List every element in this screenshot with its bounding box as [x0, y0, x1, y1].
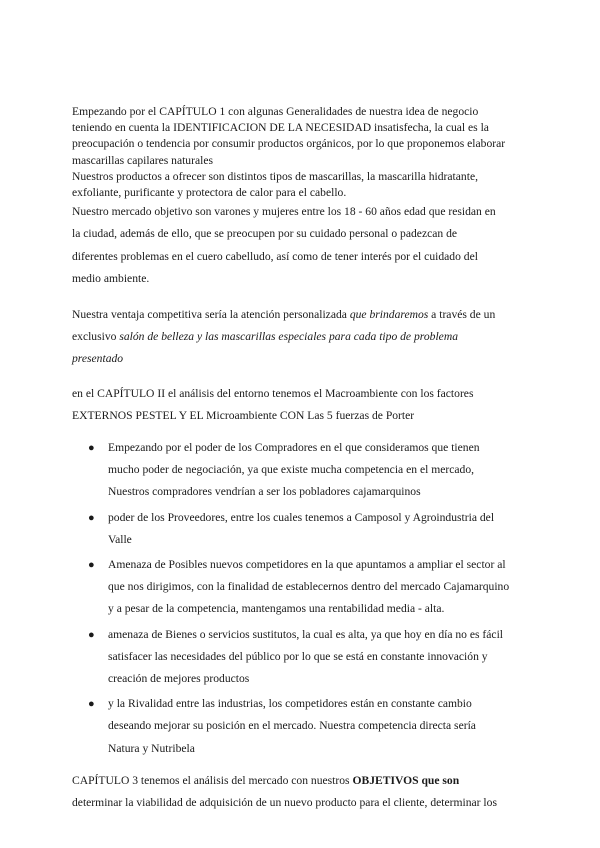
text-line: medio ambiente.	[72, 271, 150, 285]
text-line: Nuestros productos a ofrecer son distintos tipos de mascarillas, la mascarilla hidratante,	[72, 169, 478, 183]
text-line: Empezando por el CAPÍTULO 1 con algunas Generalidades de nuestra idea de negocio	[72, 105, 479, 118]
paragraph-intro	[72, 104, 530, 201]
bullet-icon: ●	[88, 511, 95, 524]
porter-forces-list	[72, 437, 530, 760]
text-line: EXTERNOS PESTEL Y EL Microambiente CON Las 5 fuerzas de Porter	[72, 408, 415, 422]
text-line: en el CAPÍTULO II el análisis del entorno tenemos el Macroambiente con los factores	[72, 386, 474, 400]
list-item: ● Amenaza de Posibles nuevos competidores en la que apuntamos a ampliar el sector al que nos dirigimos, con la finalidad de establecernos dentro del mercado Cajamarquino y a pesar de la competencia, mantengamos una rentabilidad media - alta.	[72, 554, 530, 621]
text-line: teniendo en cuenta la IDENTIFICACION DE LA NECESIDAD insatisfecha, la cual es la	[72, 121, 489, 135]
paragraph-target-market	[72, 201, 530, 290]
bullet-icon: ●	[88, 442, 95, 455]
paragraph-chapter-3: CAPÍTULO 3 tenemos el análisis del mercado con nuestros OBJETIVOS que son determinar la viabilidad de adquisición de un nuevo producto para el cliente, determinar los	[72, 773, 497, 810]
paragraph-chapter-2	[72, 383, 530, 427]
list-item: ● amenaza de Bienes o servicios sustitutos, la cual es alta, ya que hoy en día no es fácil satisfacer las necesidades del público por lo que se está en constante innovación y creación de mejores productos	[72, 624, 530, 691]
bullet-icon: ●	[88, 698, 95, 711]
list-item: ● poder de los Proveedores, entre los cuales tenemos a Camposol y Agroindustria del Valle	[72, 507, 530, 551]
bullet-icon: ●	[88, 628, 95, 641]
text-line: mascarillas capilares naturales	[72, 153, 213, 167]
text-line: Nuestro mercado objetivo son varones y mujeres entre los 18 - 60 años edad que residan en	[72, 205, 496, 219]
text-line: la ciudad, además de ello, que se preocupen por su cuidado personal o padezcan de	[72, 227, 458, 241]
text-line: exfoliante, purificante y protectora de calor para el cabello.	[72, 186, 347, 200]
paragraph-competitive-advantage: Nuestra ventaja competitiva sería la atención personalizada que brindaremos a través de un exclusivo salón de belleza y las mascarillas especiales para cada tipo de problema presentado	[72, 308, 496, 366]
list-item: ● y la Rivalidad entre las industrias, los competidores están en constante cambio deseando mejorar su posición en el mercado. Nuestra competencia directa sería Natura y Nutribela	[72, 693, 530, 760]
text-line: diferentes problemas en el cuero cabelludo, así como de tener interés por el cuidado del	[72, 249, 478, 263]
bullet-icon: ●	[88, 559, 95, 572]
text-line: preocupación o tendencia por consumir productos orgánicos, por lo que proponemos elaborar	[72, 137, 506, 151]
list-item: ● Empezando por el poder de los Compradores en el que consideramos que tienen mucho poder de negociación, ya que existe mucha competencia en el mercado, Nuestros compradores vendrían a ser los pobladores cajamarquinos	[72, 437, 530, 504]
